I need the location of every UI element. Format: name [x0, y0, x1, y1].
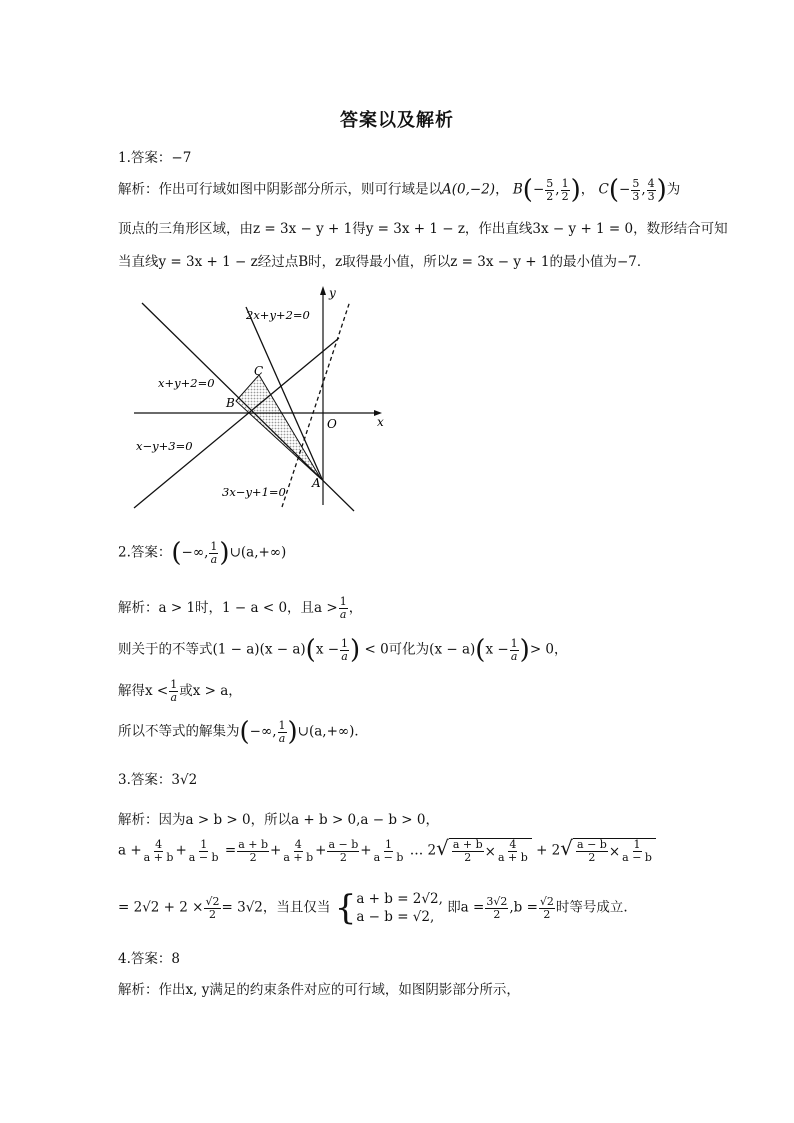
- paren-open: (: [522, 175, 533, 205]
- neg: −: [532, 181, 545, 198]
- y-axis-arrow: [320, 286, 326, 295]
- label-point-a: A: [312, 476, 321, 490]
- sqrt-term-2: √ $\frac{a - b}{2}$ × $\frac{1}{a - b}$: [560, 838, 656, 864]
- frac-4-3: $\frac{4}{3}$: [647, 176, 655, 203]
- q2-line4: 所以不等式的解集为(−∞, $\frac{1}{a}$ )∪(a,+∞)．: [118, 717, 368, 747]
- q3-answer: 3.答案：3√2: [118, 772, 198, 788]
- q2-line2: 则关于的不等式(1 − a)(x − a)(x − $\frac{1}{a}$ ) < 0可化为(x − a)(x − $\frac{1}{a}$ )> 0，: [118, 635, 568, 665]
- sep: ，: [495, 181, 509, 198]
- point-a: A(0,−2): [442, 181, 496, 198]
- line-x-minus-y-3: [134, 338, 339, 508]
- q1-text: 解析：作出可行域如图中阴影部分所示，则可行域是以: [118, 181, 442, 198]
- line-x-y-2: [142, 303, 354, 511]
- label-point-c: C: [254, 364, 264, 378]
- q1-line2: 顶点的三角形区域，由z = 3x − y + 1得y = 3x + 1 − z，作出直线3x − y + 1 = 0，数形结合可知: [118, 221, 728, 237]
- frac-1-a: $\frac{1}{a}$: [210, 539, 218, 566]
- q2-line3: 解得x < $\frac{1}{a}$ 或x > a，: [118, 678, 242, 704]
- q3-line2: a + $\frac{4}{a + b}$ + $\frac{1}{a - b}$ = $\frac{a + b}{2}$ + $\frac{4}{a + b}$ + $\frac{a - b}{2}$ + $\frac{1}{a - b}$ … 2 √ $\frac{a + b}{2}$ × $\frac{4}{a + b}$ + 2 √ $\frac{a - b}{2}$ × $\frac{1}{a - b}$: [118, 838, 656, 864]
- frac-1-a: $\frac{1}{a}$: [341, 636, 349, 663]
- frac-5-3: $\frac{5}{3}$: [632, 176, 640, 203]
- frac-1-a: $\frac{1}{a}$: [170, 678, 178, 704]
- q2-line1: 解析：a > 1时，1 − a < 0，且a > $\frac{1}{a}$ ，: [118, 595, 363, 621]
- point-c-label: C: [598, 181, 609, 198]
- frac-5-2: $\frac{5}{2}$: [546, 176, 554, 203]
- sqrt-term-1: √ $\frac{a + b}{2}$ × $\frac{4}{a + b}$: [436, 838, 532, 864]
- page-title: 答案以及解析: [340, 110, 454, 131]
- label-x-axis: x: [377, 415, 384, 429]
- feasible-region-figure: [124, 283, 384, 513]
- q1-line1: 解析：作出可行域如图中阴影部分所示，则可行域是以A(0,−2)， B(− $\frac{5}{2}$ , $\frac{1}{2}$ )， C(− $\frac{5}{3}$ , $\frac{4}{3}$ )为: [118, 175, 681, 205]
- q3-line3: = 2√2 + 2 × $\frac{√2}{2}$ = 3√2，当且仅当 { a + b = 2√2, a − b = √2, 即a = $\frac{3√2}{2}$ ,b = $\frac{√2}{2}$ 时等号成立.: [118, 888, 628, 928]
- frac-1-2: $\frac{1}{2}$: [561, 176, 569, 203]
- label-origin: O: [327, 417, 337, 431]
- q1-answer: 1.答案：−7: [118, 150, 192, 166]
- q1-line3: 当直线y = 3x + 1 − z经过点B时，z取得最小值，所以z = 3x − y + 1的最小值为−7．: [118, 254, 651, 270]
- q4-answer: 4.答案：8: [118, 951, 180, 967]
- label-point-b: B: [226, 396, 235, 410]
- q2-answer: 2.答案：(−∞, $\frac{1}{a}$ )∪(a,+∞): [118, 538, 287, 568]
- label-y-axis: y: [329, 286, 336, 300]
- q3-line1: 解析：因为a > b > 0，所以a + b > 0,a − b > 0，: [118, 812, 439, 828]
- paren-close: ): [570, 175, 581, 205]
- frac-1-a: $\frac{1}{a}$: [278, 718, 286, 745]
- q4-line1: 解析：作出x, y满足的约束条件对应的可行域，如图阴影部分所示，: [118, 982, 520, 998]
- label-2x-y-2: 2x+y+2=0: [246, 308, 310, 322]
- frac-1-a: $\frac{1}{a}$: [510, 636, 518, 663]
- label-x-minus-y-3: x−y+3=0: [136, 439, 193, 453]
- condition-system: { a + b = 2√2, a − b = √2,: [334, 888, 443, 928]
- label-3x-y-1: 3x−y+1=0: [222, 485, 286, 499]
- frac-1-a: $\frac{1}{a}$: [339, 595, 347, 621]
- label-x-y-2: x+y+2=0: [158, 376, 215, 390]
- point-b-label: B: [512, 181, 523, 198]
